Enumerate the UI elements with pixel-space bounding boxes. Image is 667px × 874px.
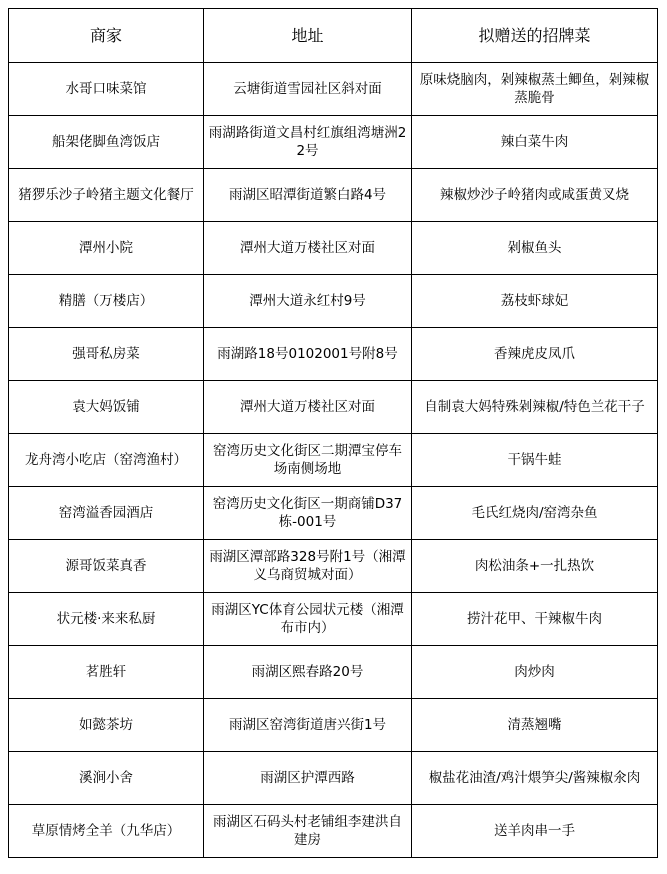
header-address: 地址 xyxy=(204,9,412,63)
dish-cell: 剁椒鱼头 xyxy=(412,222,658,275)
address-cell: 潭州大道万楼社区对面 xyxy=(204,222,412,275)
table-row xyxy=(9,222,658,275)
dish-cell: 自制袁大妈特殊剁辣椒/特色兰花干子 xyxy=(412,381,658,434)
merchant-cell: 窑湾溢香园酒店 xyxy=(9,487,204,540)
header-signature-dish: 拟赠送的招牌菜 xyxy=(412,9,658,63)
address-cell: 雨湖区潭部路328号附1号（湘潭义乌商贸城对面） xyxy=(204,540,412,593)
merchant-cell: 龙舟湾小吃店（窑湾渔村） xyxy=(9,434,204,487)
address-cell: 雨湖区窑湾街道唐兴街1号 xyxy=(204,699,412,752)
dish-cell: 毛氏红烧肉/窑湾杂鱼 xyxy=(412,487,658,540)
address-cell: 窑湾历史文化街区二期潭宝停车场南侧场地 xyxy=(204,434,412,487)
address-cell: 潭州大道永红村9号 xyxy=(204,275,412,328)
merchant-cell: 船架佬脚鱼湾饭店 xyxy=(9,116,204,169)
address-cell: 雨湖区昭潭街道繁白路4号 xyxy=(204,169,412,222)
address-cell: 云塘街道雪园社区斜对面 xyxy=(204,63,412,116)
merchant-cell: 水哥口味菜馆 xyxy=(9,63,204,116)
merchant-cell: 状元楼·来来私厨 xyxy=(9,593,204,646)
table-row xyxy=(9,540,658,593)
table-row xyxy=(9,805,658,858)
merchant-cell: 袁大妈饭铺 xyxy=(9,381,204,434)
dish-cell: 椒盐花油渣/鸡汁煨笋尖/酱辣椒氽肉 xyxy=(412,752,658,805)
merchant-cell: 猪猡乐沙子岭猪主题文化餐厅 xyxy=(9,169,204,222)
dish-cell: 辣白菜牛肉 xyxy=(412,116,658,169)
address-cell: 潭州大道万楼社区对面 xyxy=(204,381,412,434)
dish-cell: 送羊肉串一手 xyxy=(412,805,658,858)
address-cell: 雨湖路18号0102001号附8号 xyxy=(204,328,412,381)
dish-cell: 辣椒炒沙子岭猪肉或咸蛋黄叉烧 xyxy=(412,169,658,222)
table-row xyxy=(9,169,658,222)
address-cell: 雨湖区石码头村老铺组李建洪自建房 xyxy=(204,805,412,858)
address-cell: 雨湖区YC体育公园状元楼（湘潭布市内） xyxy=(204,593,412,646)
header-merchant: 商家 xyxy=(9,9,204,63)
merchant-cell: 如懿茶坊 xyxy=(9,699,204,752)
merchant-table xyxy=(8,8,658,858)
merchant-table-container xyxy=(8,8,658,858)
merchant-cell: 溪涧小舍 xyxy=(9,752,204,805)
merchant-cell: 强哥私房菜 xyxy=(9,328,204,381)
table-row xyxy=(9,434,658,487)
merchant-cell: 潭州小院 xyxy=(9,222,204,275)
table-row xyxy=(9,328,658,381)
merchant-cell: 草原情烤全羊（九华店） xyxy=(9,805,204,858)
dish-cell: 捞汁花甲、干辣椒牛肉 xyxy=(412,593,658,646)
table-row xyxy=(9,63,658,116)
merchant-cell: 源哥饭菜真香 xyxy=(9,540,204,593)
dish-cell: 原味烧脑肉，剁辣椒蒸土鲫鱼，剁辣椒蒸脆骨 xyxy=(412,63,658,116)
dish-cell: 干锅牛蛙 xyxy=(412,434,658,487)
dish-cell: 荔枝虾球妃 xyxy=(412,275,658,328)
table-row xyxy=(9,275,658,328)
table-row xyxy=(9,116,658,169)
dish-cell: 香辣虎皮凤爪 xyxy=(412,328,658,381)
dish-cell: 肉炒肉 xyxy=(412,646,658,699)
address-cell: 雨湖区护潭西路 xyxy=(204,752,412,805)
table-header-row xyxy=(9,9,658,63)
dish-cell: 清蒸翘嘴 xyxy=(412,699,658,752)
address-cell: 雨湖路街道文昌村红旗组湾塘洲22号 xyxy=(204,116,412,169)
address-cell: 窑湾历史文化街区一期商铺D37栋-001号 xyxy=(204,487,412,540)
dish-cell: 肉松油条+一扎热饮 xyxy=(412,540,658,593)
address-cell: 雨湖区熙春路20号 xyxy=(204,646,412,699)
merchant-cell: 茗胜轩 xyxy=(9,646,204,699)
table-row xyxy=(9,646,658,699)
table-row xyxy=(9,381,658,434)
table-row xyxy=(9,487,658,540)
merchant-cell: 精膳（万楼店） xyxy=(9,275,204,328)
table-row xyxy=(9,752,658,805)
table-row xyxy=(9,699,658,752)
table-row xyxy=(9,593,658,646)
